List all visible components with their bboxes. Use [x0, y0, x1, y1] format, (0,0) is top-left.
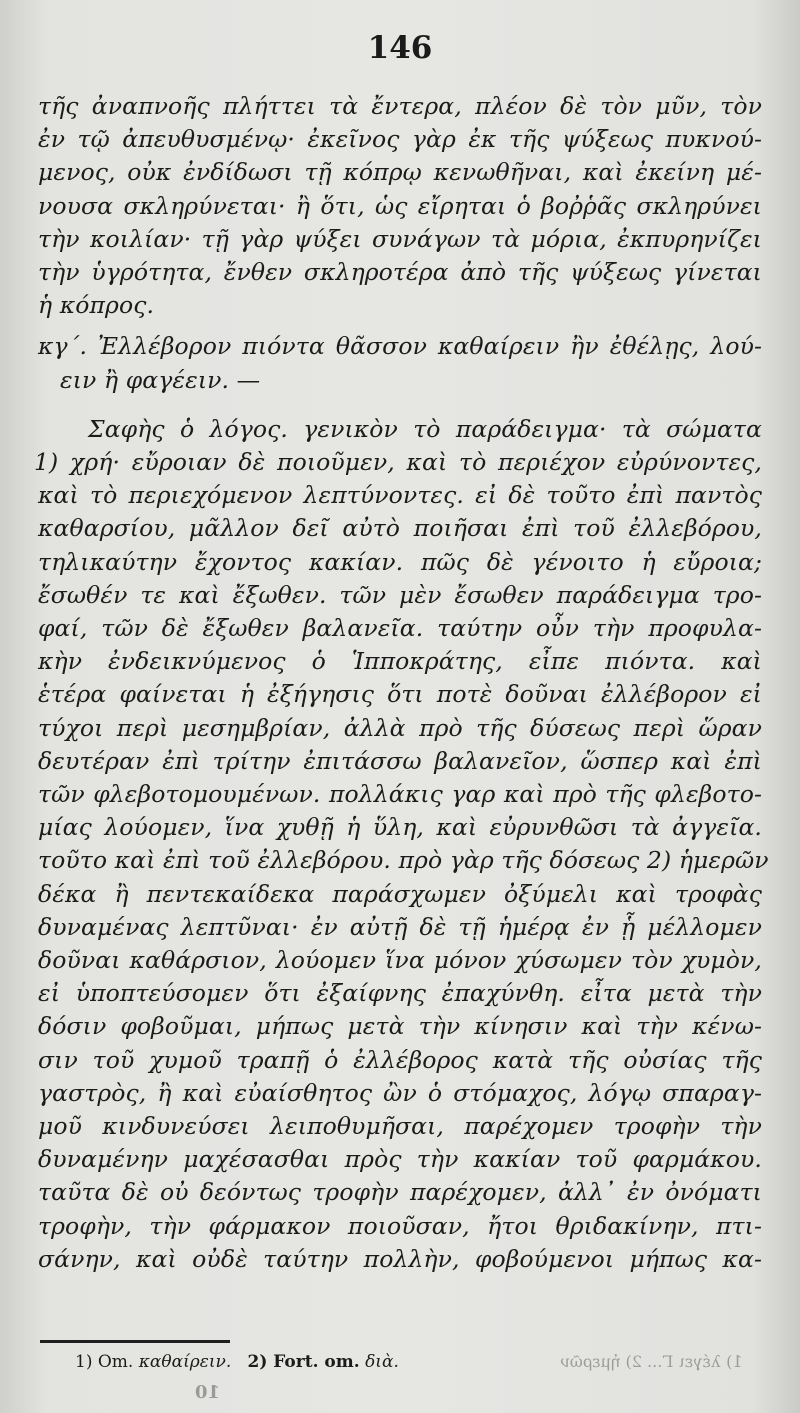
text-line: τοῦτο καὶ ἐπὶ τοῦ ἐλλεβόρου. πρὸ γὰρ τῆς δόσεως 2) ἡμερῶν — [38, 846, 769, 875]
text-line: τῶν φλεβοτομουμένων. πολλάκις γαρ καὶ πρὸ τῆς φλεβοτο- — [38, 780, 762, 808]
text-line: μοῦ κινδυνεύσει λειποθυμῆσαι, παρέχομεν τροφὴν τὴν — [38, 1112, 762, 1140]
text-line: μίας λούομεν, ἵνα χυθῇ ἡ ὕλη, καὶ εὐρυνθῶσι τὰ ἀγγεῖα. — [38, 813, 762, 842]
footnote-2-marker: 2) Fort. om. — [247, 1352, 360, 1372]
text-line: Σαφὴς ὁ λόγος. γενικὸν τὸ παράδειγμα· τὰ σώματα — [88, 414, 762, 443]
text-line: τύχοι περὶ μεσημβρίαν, ἀλλὰ πρὸ τῆς δύσεως περὶ ὥραν — [38, 713, 762, 742]
text-line: ἐν τῷ ἀπευθυσμένῳ· ἐκεῖνος γὰρ ἐκ τῆς ψύξεως πυκνού- — [38, 125, 762, 154]
text-line: δοῦναι καθάρσιον, λούομεν ἵνα μόνον χύσωμεν τὸν χυμὸν, — [38, 946, 762, 974]
text-line: τηλικαύτην ἔχοντος κακίαν. πῶς δὲ γένοιτο ἡ εὔροια; — [38, 547, 762, 576]
footnotes — [75, 1352, 399, 1372]
text-line: κγ΄. Ἐλλέβορον πιόντα θᾶσσον καθαίρειν ἢν ἐθέλῃς, λού- — [38, 332, 762, 361]
text-line: τῆς ἀναπνοῆς πλήττει τὰ ἔντερα, πλέον δὲ τὸν μῦν, τὸν — [38, 92, 762, 120]
text-line: ἔσωθέν τε καὶ ἔξωθεν. τῶν μὲν ἔσωθεν παράδειγμα τρο- — [38, 580, 762, 609]
text-line: φαί, τῶν δὲ ἔξωθεν βαλανεῖα. ταύτην οὖν τὴν προφυλα- — [38, 614, 762, 642]
page-number: 146 — [367, 30, 433, 66]
footnote-1-text: καθαίρειν. — [138, 1352, 232, 1372]
bleed-through-text: 1) λέγει Γ... 2) ἡμερῶν — [560, 1352, 743, 1371]
text-line: δυναμένας λεπτῦναι· ἐν αὐτῇ δὲ τῇ ἡμέρᾳ ἐν ᾗ μέλλομεν — [38, 912, 762, 941]
text-line: νουσα σκληρύνεται· ἢ ὅτι, ὡς εἴρηται ὁ βοῤῥᾶς σκληρύνει — [38, 191, 762, 220]
text-line: τὴν ὑγρότητα, ἔνθεν σκληροτέρα ἀπὸ τῆς ψύξεως γίνεται — [38, 258, 762, 286]
text-line: ἑτέρα φαίνεται ἡ ἐξήγησις ὅτι ποτὲ δοῦναι ἐλλέβορον εἰ — [38, 680, 762, 709]
text-line: σάνην, καὶ οὐδὲ ταύτην πολλὴν, φοβούμενοι μήπως κα- — [38, 1244, 762, 1273]
text-line: καὶ τὸ περιεχόμενον λεπτύνοντες. εἰ δὲ τοῦτο ἐπὶ παντὸς — [38, 481, 762, 510]
text-line: καθαρσίου, μᾶλλον δεῖ αὐτὸ ποιῆσαι ἐπὶ τοῦ ἐλλεβόρου, — [38, 514, 762, 543]
text-line: δέκα ἢ πεντεκαίδεκα παράσχωμεν ὀξύμελι καὶ τροφὰς — [38, 879, 762, 908]
text-line: τροφὴν, τὴν φάρμακον ποιοῦσαν, ἤτοι θριδακίνην, πτι- — [38, 1211, 762, 1240]
text-line: τὴν κοιλίαν· τῇ γὰρ ψύξει συνάγων τὰ μόρια, ἐκπυρηνίζει — [38, 224, 762, 253]
text-line: δυναμένην μαχέσασθαι πρὸς τὴν κακίαν τοῦ φαρμάκου. — [38, 1145, 762, 1174]
text-line: μενος, οὐκ ἐνδίδωσι τῇ κόπρῳ κενωθῆναι, καὶ ἐκείνη μέ- — [38, 158, 762, 187]
text-line: ἡ κόπρος. — [38, 291, 155, 320]
text-line: σιν τοῦ χυμοῦ τραπῇ ὁ ἐλλέβορος κατὰ τῆς οὐσίας τῆς — [38, 1045, 762, 1074]
text-line: 1) χρή· εὔροιαν δὲ ποιοῦμεν, καὶ τὸ περιέχον εὐρύνοντες, — [34, 448, 762, 476]
footnote-2-text: διὰ. — [365, 1352, 399, 1372]
text-line: δόσιν φοβοῦμαι, μήπως μετὰ τὴν κίνησιν καὶ τὴν κένω- — [38, 1012, 762, 1041]
text-line: εἰ ὑποπτεύσομεν ὅτι ἐξαίφνης ἐπαχύνθη. εἶτα μετὰ τὴν — [38, 979, 762, 1008]
footnote-rule — [40, 1340, 230, 1343]
footnote-1-marker: 1) Om. — [75, 1352, 134, 1372]
text-line: ταῦτα δὲ οὐ δεόντως τροφὴν παρέχομεν, ἀλλ᾽ ἐν ὀνόματι — [38, 1178, 762, 1207]
text-line: ειν ἢ φαγέειν. — — [60, 365, 261, 394]
bleed-through-number: 10 — [195, 1382, 221, 1403]
text-line: δευτέραν ἐπὶ τρίτην ἐπιτάσσω βαλανεῖον, ὥσπερ καὶ ἐπὶ — [38, 746, 762, 775]
text-line: γαστρὸς, ἢ καὶ εὐαίσθητος ὢν ὁ στόμαχος, λόγῳ σπαραγ- — [38, 1078, 762, 1107]
text-line: κὴν ἐνδεικνύμενος ὁ Ἱπποκράτης, εἶπε πιόντα. καὶ — [38, 647, 762, 676]
